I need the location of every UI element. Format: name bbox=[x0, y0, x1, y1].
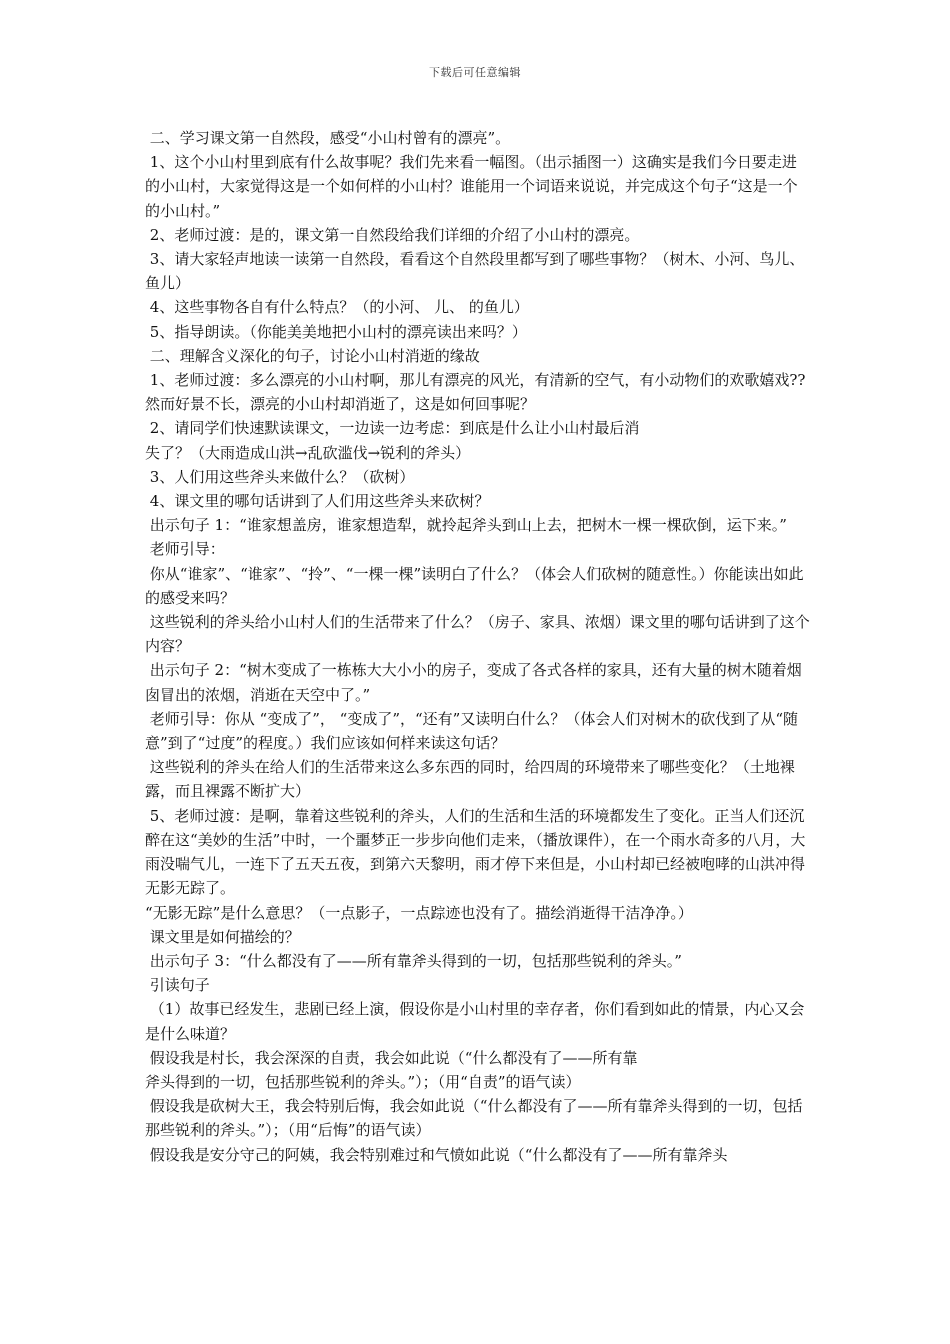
paragraph: 二、学习课文第一自然段，感受“小山村曾有的漂亮”。 bbox=[145, 129, 511, 147]
paragraph: 1、老师过渡：多么漂亮的小山村啊，那儿有漂亮的风光，有清新的空气，有小动物们的欢歌嬉戏??然而好景不长，漂亮的小山村却消逝了，这是如何回事呢？ bbox=[145, 371, 806, 414]
paragraph: 老师引导：你从 “变成了”， “变成了”，“还有”又读明白什么？（体会人们对树木的砍伐到了从“随意”到了“过度”的程度。）我们应该如何样来读这句话？ bbox=[145, 709, 799, 753]
paragraph: 1、这个小山村里到底有什么故事呢？我们先来看一幅图。（出示插图一）这确实是我们今日要走进的小山村，大家觉得这是一个如何样的小山村？谁能用一个词语来说说，并完成这个句子“这是一个 的小山村。” bbox=[145, 153, 803, 220]
paragraph: “无影无踪”是什么意思？（一点影子，一点踪迹也没有了。描绘消逝得干洁净净。） bbox=[145, 903, 693, 922]
paragraph: （1）故事已经发生，悲剧已经上演，假设你是小山村里的幸存者，你们看到如此的情景，内心又会是什么味道？ bbox=[145, 1000, 805, 1043]
paragraph: 课文里是如何描绘的？ bbox=[145, 927, 300, 946]
paragraph: 4、课文里的哪句话讲到了人们用这些斧头来砍树？ bbox=[145, 492, 490, 511]
paragraph: 老师引导： bbox=[145, 540, 225, 559]
page-header: 下载后可任意编辑 bbox=[429, 66, 521, 79]
paragraph: 你从“谁家”、“谁家”、“拎”、“一棵一棵”读明白了什么？（体会人们砍树的随意性。）你能读出如此的感受来吗？ bbox=[145, 564, 804, 607]
paragraph: 2、老师过渡：是的，课文第一自然段给我们详细的介绍了小山村的漂亮。 bbox=[145, 225, 640, 244]
paragraph: 5、指导朗读。（你能美美地把小山村的漂亮读出来吗？） bbox=[145, 322, 527, 341]
paragraph: 这些锐利的斧头在给人们的生活带来这么多东西的同时，给四周的环境带来了哪些变化？（土地裸露，而且裸露不断扩大） bbox=[145, 758, 795, 801]
paragraph: 二、理解含义深化的句子，讨论小山村消逝的缘故 bbox=[145, 346, 480, 365]
paragraph: 假设我是砍树大王，我会特别后悔，我会如此说（“什么都没有了——所有靠斧头得到的一切，包括那些锐利的斧头。”）；（用“后悔”的语气读） bbox=[145, 1097, 803, 1140]
paragraph: 3、请大家轻声地读一读第一自然段，看看这个自然段里都写到了哪些事物？（树木、小河、鸟儿、鱼儿） bbox=[145, 250, 805, 293]
paragraph: 假设我是安分守己的阿姨，我会特别难过和气愤如此说（“什么都没有了——所有靠斧头 bbox=[145, 1145, 728, 1164]
document-body bbox=[145, 126, 810, 1167]
paragraph: 3、人们用这些斧头来做什么？（砍树） bbox=[145, 467, 415, 486]
paragraph: 5、老师过渡：是啊，靠着这些锐利的斧头，人们的生活和生活的环境都发生了变化。正当人们还沉醉在这“美妙的生活”中时，一个噩梦正一步步向他们走来，（播放课件），在一个雨水奇多的八月，大雨没喘气儿，一连下了五天五夜，到第六天黎明，雨才停下来但是，小山村却已经被咆哮的山洪冲得无影无踪了。 bbox=[145, 806, 806, 898]
paragraph: 引读句子 bbox=[145, 976, 210, 995]
paragraph: 出示句子 3：“什么都没有了——所有靠斧头得到的一切，包括那些锐利的斧头。” bbox=[145, 951, 682, 970]
paragraph: 出示句子 1：“谁家想盖房，谁家想造犁，就拎起斧头到山上去，把树木一棵一棵砍倒，运下来。” bbox=[145, 516, 787, 535]
paragraph: 4、这些事物各自有什么特点？（的小河、 儿、 的鱼儿） bbox=[145, 298, 529, 317]
paragraph: 2、请同学们快速默读课文，一边读一边考虑：到底是什么让小山村最后消 bbox=[145, 419, 640, 438]
paragraph: 假设我是村长，我会深深的自责，我会如此说（“什么都没有了——所有靠 bbox=[145, 1048, 638, 1067]
paragraph: 出示句子 2：“树木变成了一栋栋大大小小的房子，变成了各式各样的家具，还有大量的树木随着烟囱冒出的浓烟，消逝在天空中了。” bbox=[145, 661, 802, 704]
paragraph: 斧头得到的一切，包括那些锐利的斧头。”）；（用“自责”的语气读） bbox=[145, 1072, 581, 1091]
paragraph: 这些锐利的斧头给小山村人们的生活带来了什么？（房子、家具、浓烟）课文里的哪句话讲到了这个内容？ bbox=[145, 613, 810, 656]
paragraph: 失了？（大雨造成山洪→乱砍滥伐→锐利的斧头） bbox=[145, 443, 471, 462]
